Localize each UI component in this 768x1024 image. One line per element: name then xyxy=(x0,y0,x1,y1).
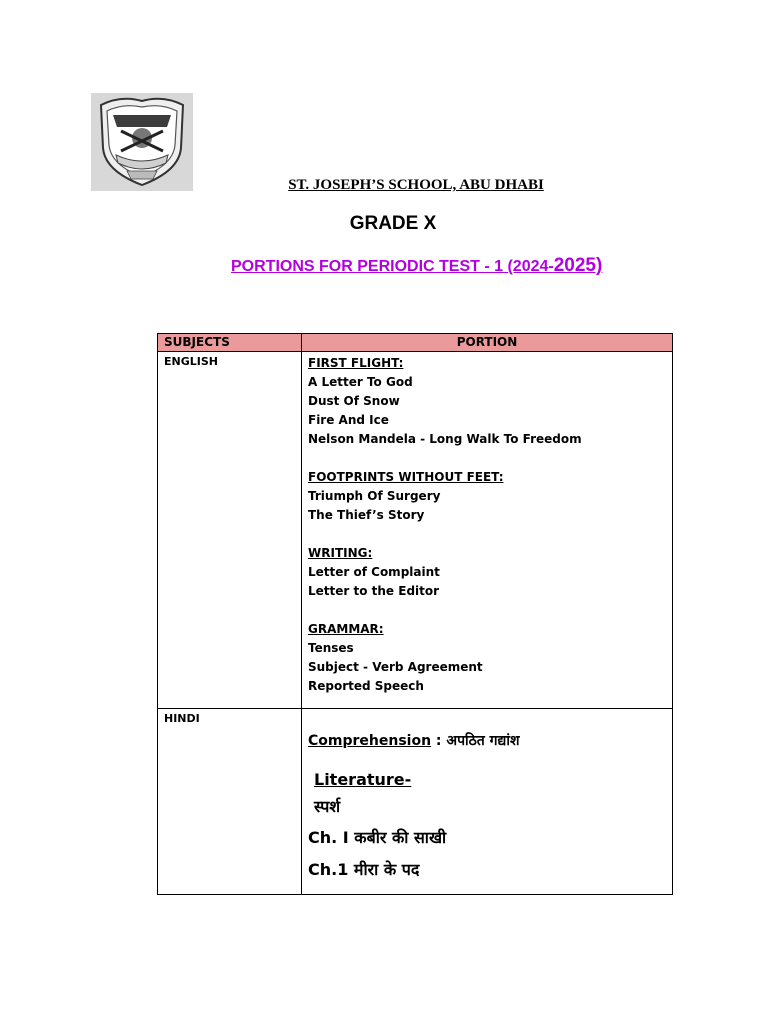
list-item: Nelson Mandela - Long Walk To Freedom xyxy=(308,432,582,446)
hindi-portion xyxy=(302,709,673,895)
book-name: स्पर्श xyxy=(314,797,341,816)
col-portion-header: PORTION xyxy=(302,334,673,352)
subject-hindi: HINDI xyxy=(158,709,302,895)
first-flight-heading: FIRST FLIGHT: xyxy=(308,356,404,370)
list-item: Letter to the Editor xyxy=(308,584,440,598)
table-row-hindi xyxy=(158,709,673,895)
portions-year-end: 2025) xyxy=(553,255,603,276)
list-item: Letter of Complaint xyxy=(308,565,440,579)
english-portion xyxy=(302,352,673,709)
subject-english: ENGLISH xyxy=(158,352,302,709)
table-header-row xyxy=(158,334,673,352)
list-item: Dust Of Snow xyxy=(308,394,400,408)
portions-table xyxy=(157,333,673,895)
list-item: Tenses xyxy=(308,641,354,655)
table-row-english xyxy=(158,352,673,709)
footprints-heading: FOOTPRINTS WITHOUT FEET: xyxy=(308,470,504,484)
comprehension-value: : अपठित गद्यांश xyxy=(431,733,520,749)
list-item: Fire And Ice xyxy=(308,413,389,427)
grade-title: GRADE X xyxy=(349,213,437,234)
grammar-heading: GRAMMAR: xyxy=(308,622,384,636)
list-item: The Thief’s Story xyxy=(308,508,425,522)
portions-title-text: PORTIONS FOR PERIODIC TEST - 1 (2024- xyxy=(231,258,554,275)
list-item: A Letter To God xyxy=(308,375,413,389)
col-subjects-header: SUBJECTS xyxy=(158,334,302,352)
comprehension-label: Comprehension xyxy=(308,733,432,749)
portions-title xyxy=(231,255,602,277)
comprehension-line xyxy=(308,731,666,750)
school-name: ST. JOSEPH’S SCHOOL, ABU DHABI xyxy=(288,177,544,193)
chapter-2: Ch.1 मीरा के पद xyxy=(308,860,420,879)
chapter-1: Ch. I कबीर की साखी xyxy=(308,828,447,847)
list-item: Triumph Of Surgery xyxy=(308,489,441,503)
list-item: Reported Speech xyxy=(308,679,424,693)
writing-heading: WRITING: xyxy=(308,546,373,560)
list-item: Subject - Verb Agreement xyxy=(308,660,483,674)
literature-heading: Literature- xyxy=(314,770,412,789)
